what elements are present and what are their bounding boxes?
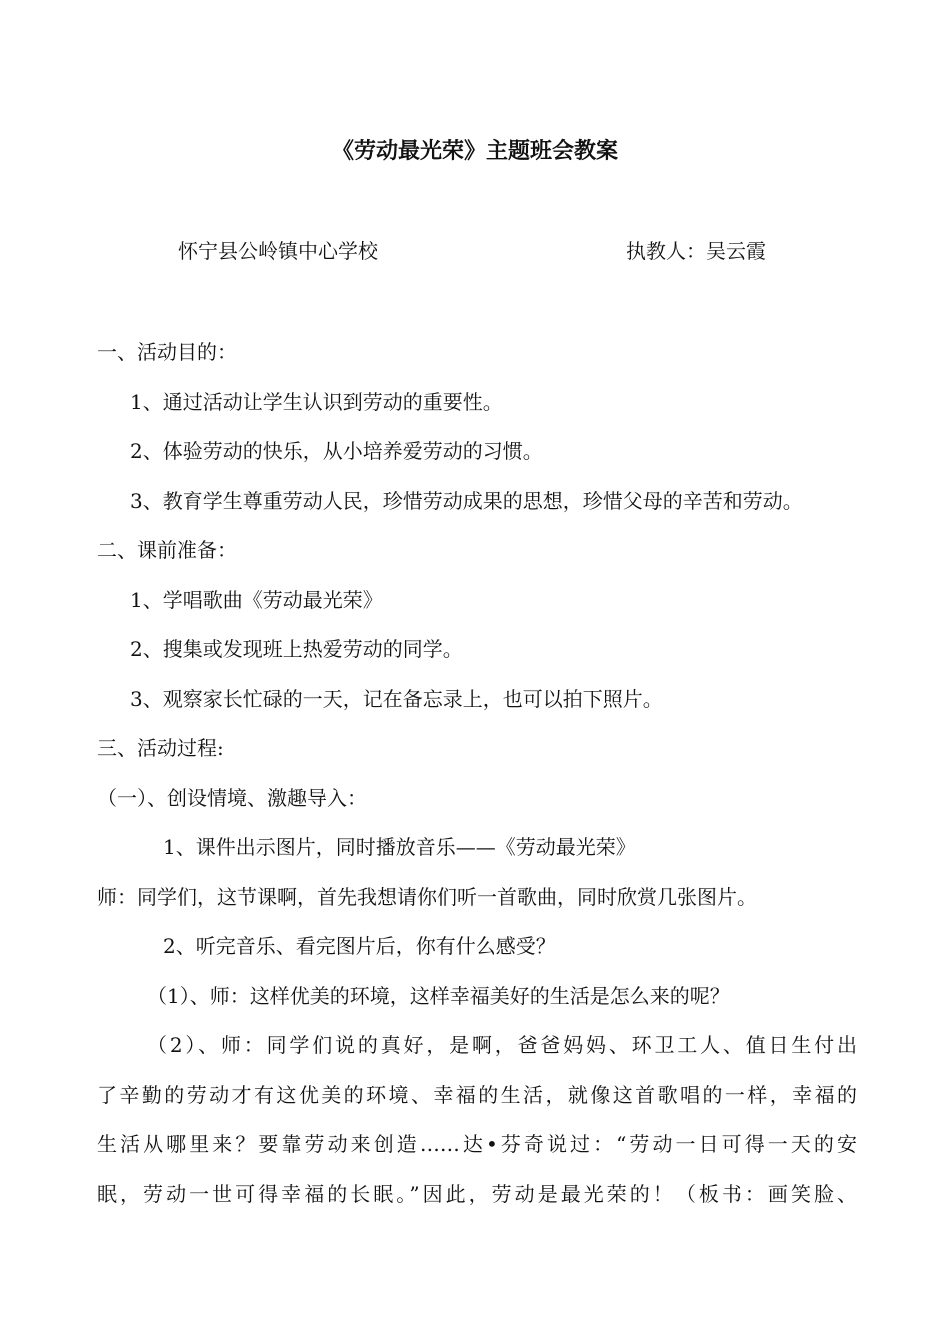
section-heading-preparation: 二、课前准备：: [97, 538, 237, 562]
goal-item: 3、教育学生尊重劳动人民，珍惜劳动成果的思想，珍惜父母的辛苦和劳动。: [130, 489, 803, 513]
page-title: 《劳动最光荣》主题班会教案: [331, 138, 618, 164]
preparation-item: 3、观察家长忙碌的一天，记在备忘录上，也可以拍下照片。: [130, 687, 663, 711]
paragraph-line: 眠，劳动一世可得幸福的长眠。”因此，劳动是最光荣的！（板书：画笑脸、: [97, 1182, 857, 1206]
paragraph-line: （2）、师：同学们说的真好，是啊，爸爸妈妈、环卫工人、值日生付出: [147, 1033, 857, 1057]
goal-item: 2、体验劳动的快乐，从小培养爱劳动的习惯。: [130, 439, 543, 463]
paragraph-line: 生活从哪里来？要靠劳动来创造……达•芬奇说过：“劳动一日可得一天的安: [97, 1132, 857, 1156]
section-heading-goals: 一、活动目的：: [97, 340, 237, 364]
paragraph-line: 了辛勤的劳动才有这优美的环境、幸福的生活，就像这首歌唱的一样，幸福的: [97, 1083, 857, 1107]
teacher-line: 师：同学们，这节课啊，首先我想请你们听一首歌曲，同时欣赏几张图片。: [97, 885, 757, 909]
preparation-item: 1、学唱歌曲《劳动最光荣》: [130, 588, 383, 612]
goal-item: 1、通过活动让学生认识到劳动的重要性。: [130, 390, 503, 414]
preparation-item: 2、搜集或发现班上热爱劳动的同学。: [130, 637, 463, 661]
process-step: 1、课件出示图片，同时播放音乐——《劳动最光荣》: [163, 835, 636, 859]
sub-heading: （一）、创设情境、激趣导入：: [97, 786, 367, 810]
school-name: 怀宁县公岭镇中心学校: [178, 239, 378, 263]
teacher-name: 执教人：吴云霞: [626, 239, 766, 263]
process-step: 2、听完音乐、看完图片后，你有什么感受？: [163, 934, 556, 958]
section-heading-process: 三、活动过程:: [97, 736, 224, 760]
question-line: （1）、师：这样优美的环境，这样幸福美好的生活是怎么来的呢？: [147, 984, 730, 1008]
